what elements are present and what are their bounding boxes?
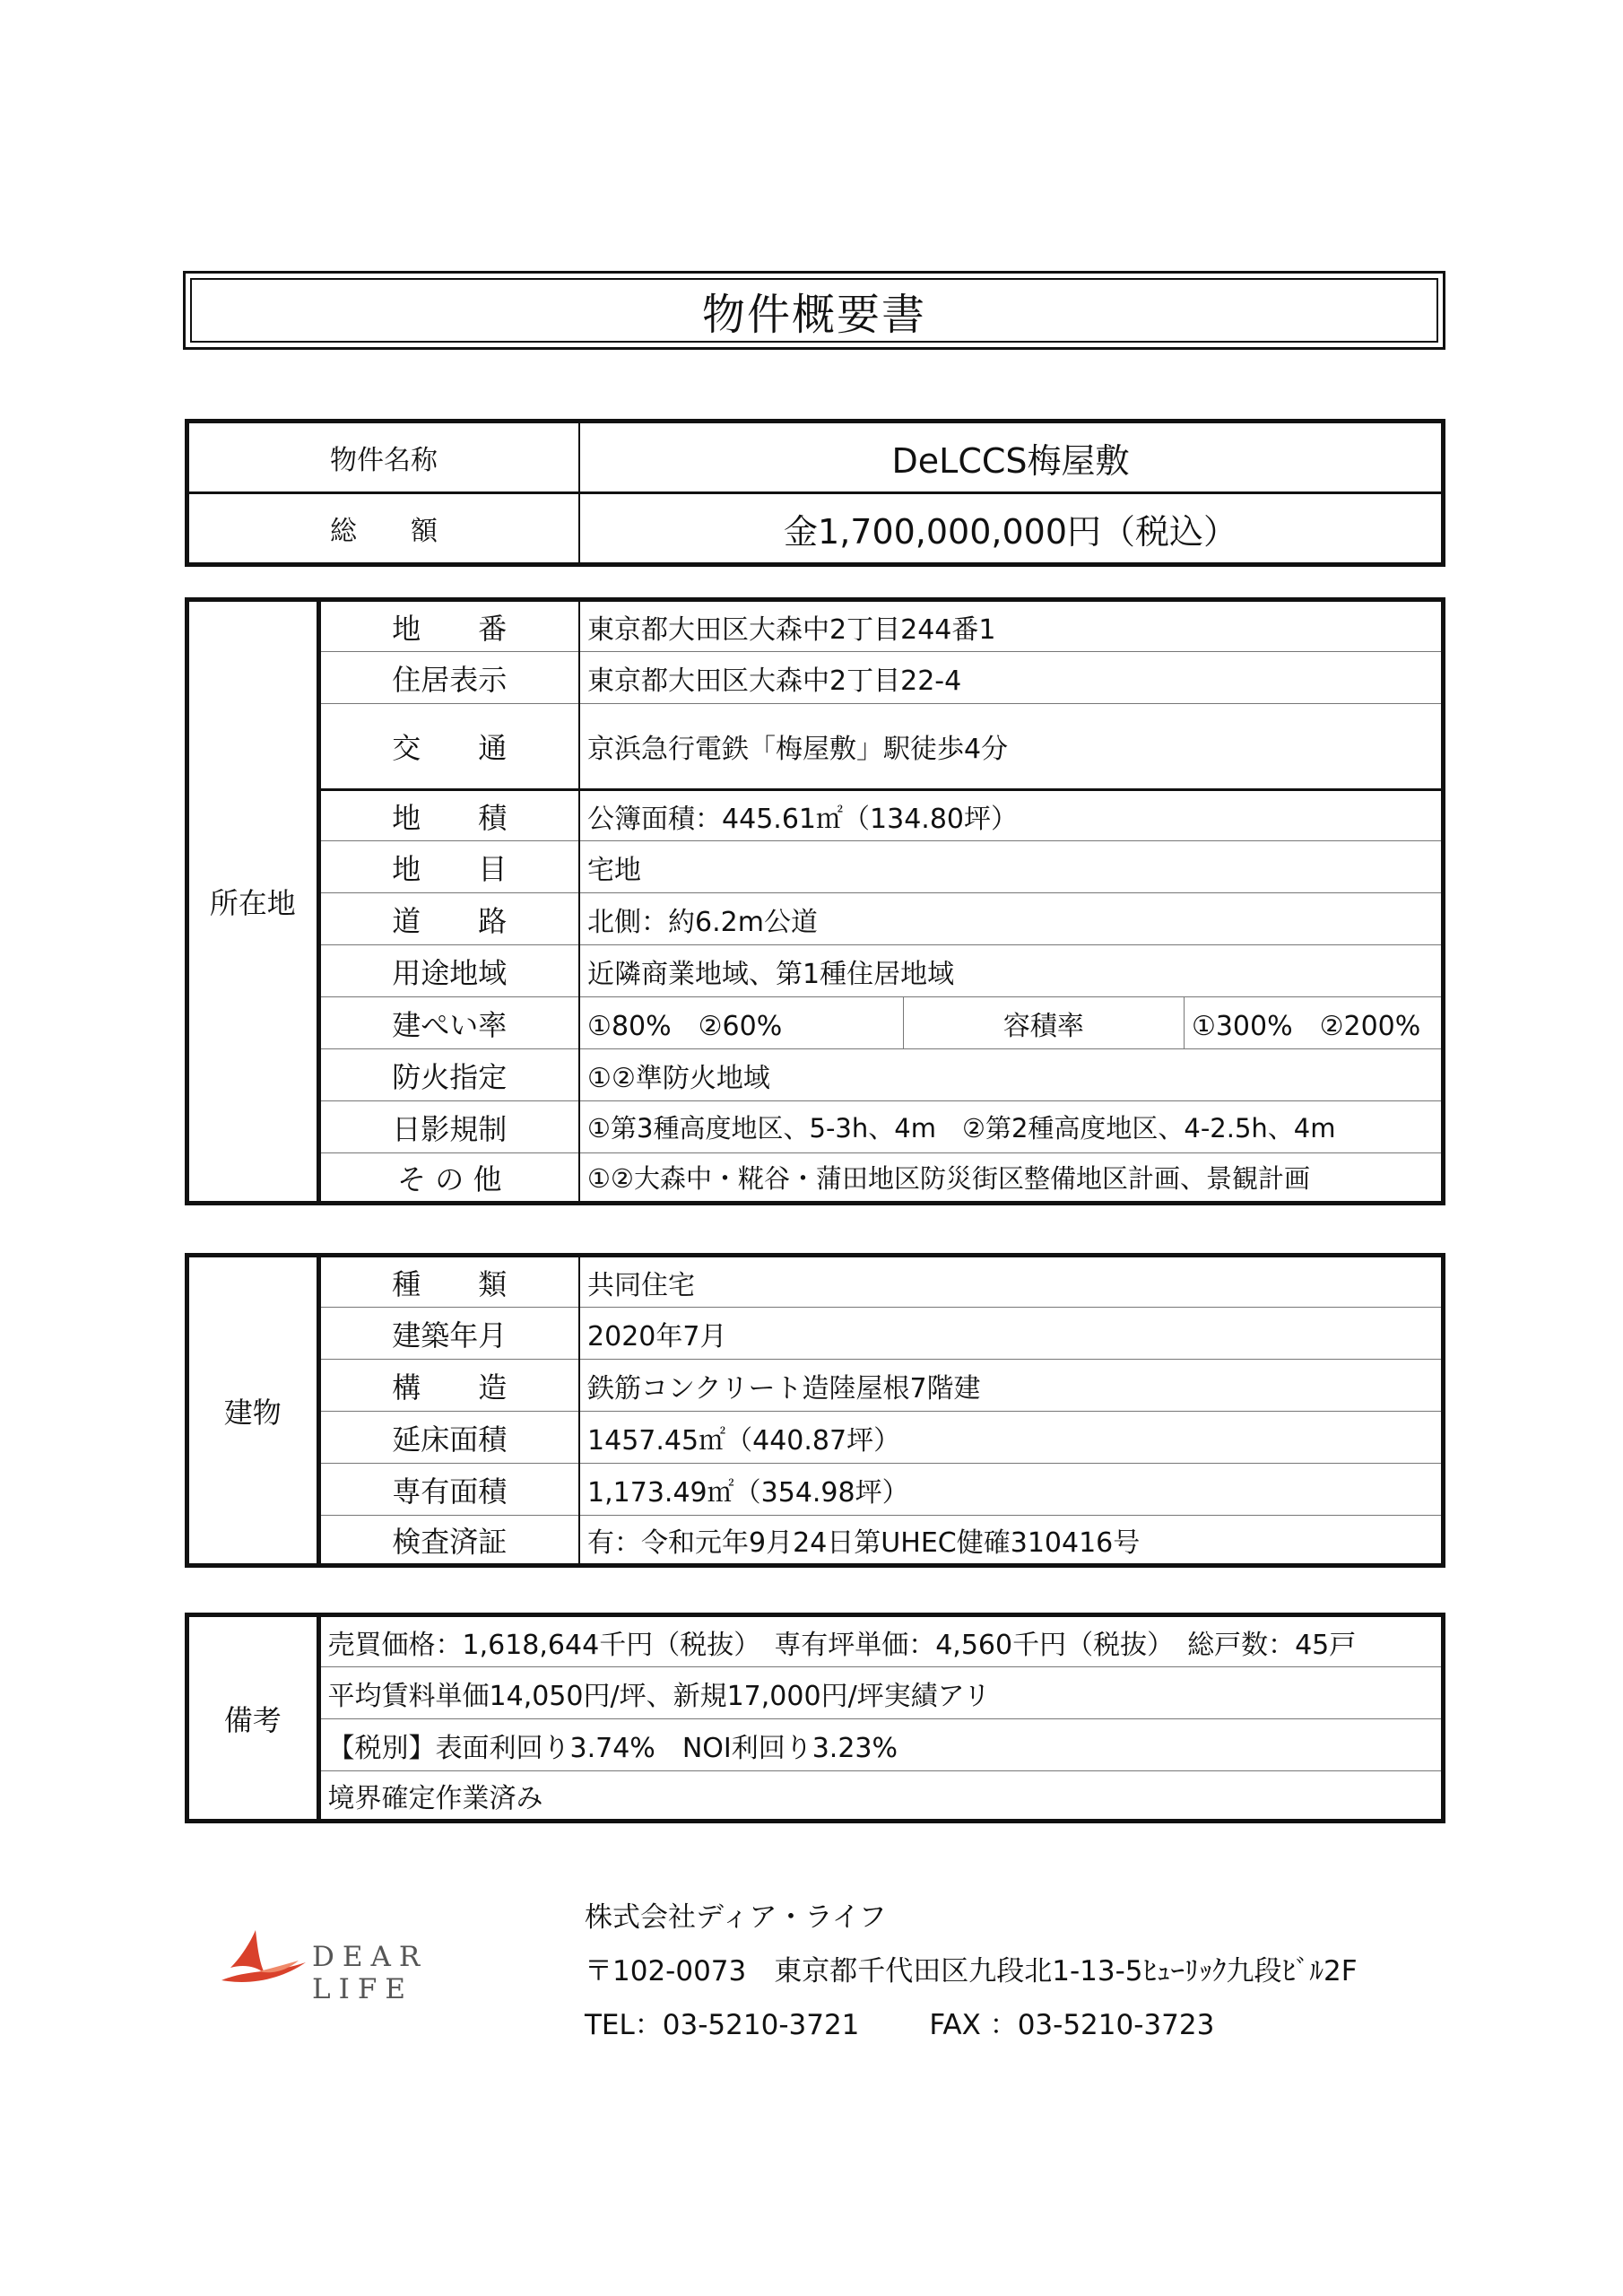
exclusive-area-label: 専有面積 — [318, 1464, 579, 1516]
fire-row — [187, 1049, 1444, 1101]
logo-text: DEAR LIFE — [312, 1941, 429, 2005]
structure-row — [187, 1360, 1444, 1412]
remark-row — [187, 1667, 1444, 1719]
property-name-value: DeLCCS梅屋敷 — [579, 422, 1443, 493]
remarks-group-label: 備考 — [187, 1615, 319, 1822]
other-label: そ の 他 — [318, 1153, 579, 1204]
inspection-value: 有：令和元年9月24日第UHEC健確310416号 — [579, 1516, 1443, 1566]
remark-row — [187, 1771, 1444, 1822]
company-contact — [585, 1998, 1358, 2052]
zoning-value: 近隣商業地域、第1種住居地域 — [579, 945, 1443, 997]
road-row — [187, 893, 1444, 945]
exclusive-area-row — [187, 1464, 1444, 1516]
lot-number-row — [187, 600, 1444, 652]
company-fax: FAX ：03-5210-3723 — [929, 2009, 1215, 2041]
remark-line: 境界確定作業済み — [318, 1771, 1443, 1822]
company-info — [585, 1891, 1358, 2052]
type-label: 種 類 — [318, 1256, 579, 1308]
location-table — [185, 597, 1445, 1205]
total-price-row — [187, 493, 1444, 565]
land-category-row — [187, 841, 1444, 893]
remark-row — [187, 1615, 1444, 1667]
remark-line: 平均賃料単価14,050円/坪、新規17,000円/坪実績アリ — [318, 1667, 1443, 1719]
shadow-value: ①第3種高度地区、5-3h、4m ②第2種高度地区、4-2.5h、4m — [579, 1101, 1443, 1153]
built-row — [187, 1308, 1444, 1360]
location-group-label: 所在地 — [187, 600, 319, 1204]
floor-area-ratio-label: 容積率 — [903, 997, 1184, 1049]
zoning-row — [187, 945, 1444, 997]
fire-value: ①②準防火地域 — [579, 1049, 1443, 1101]
transport-row — [187, 704, 1444, 790]
floor-area-ratio-value: ①300% ②200% — [1184, 997, 1443, 1049]
remarks-table — [185, 1613, 1445, 1823]
land-area-label: 地 積 — [318, 790, 579, 841]
building-table — [185, 1253, 1445, 1568]
structure-value: 鉄筋コンクリート造陸屋根7階建 — [579, 1360, 1443, 1412]
other-value: ①②大森中・糀谷・蒲田地区防災街区整備地区計画、景観計画 — [579, 1153, 1443, 1204]
lot-number-value: 東京都大田区大森中2丁目244番1 — [579, 600, 1443, 652]
type-value: 共同住宅 — [579, 1256, 1443, 1308]
address-row — [187, 652, 1444, 704]
remark-row — [187, 1719, 1444, 1771]
structure-label: 構 造 — [318, 1360, 579, 1412]
transport-label: 交 通 — [318, 704, 579, 790]
company-address: 〒102-0073 東京都千代田区九段北1-13-5ﾋｭｰﾘｯｸ九段ﾋﾞﾙ2F — [585, 1955, 1358, 1987]
transport-value: 京浜急行電鉄「梅屋敷」駅徒歩4分 — [579, 704, 1443, 790]
company-tel: TEL：03-5210-3721 — [585, 2009, 860, 2041]
summary-table — [185, 419, 1445, 567]
zoning-label: 用途地域 — [318, 945, 579, 997]
built-value: 2020年7月 — [579, 1308, 1443, 1360]
shadow-label: 日影規制 — [318, 1101, 579, 1153]
title-box — [183, 271, 1445, 350]
road-label: 道 路 — [318, 893, 579, 945]
land-area-value: 公簿面積：445.61㎡（134.80坪） — [579, 790, 1443, 841]
exclusive-area-value: 1,173.49㎡（354.98坪） — [579, 1464, 1443, 1516]
coverage-value: ①80% ②60% — [579, 997, 903, 1049]
logo-mark-icon — [220, 1926, 318, 1989]
floor-area-value: 1457.45㎡（440.87坪） — [579, 1412, 1443, 1464]
shadow-row — [187, 1101, 1444, 1153]
inspection-label: 検査済証 — [318, 1516, 579, 1566]
road-value: 北側：約6.2m公道 — [579, 893, 1443, 945]
property-name-row — [187, 422, 1444, 493]
other-row — [187, 1153, 1444, 1204]
property-name-label: 物件名称 — [187, 422, 580, 493]
land-category-label: 地 目 — [318, 841, 579, 893]
total-price-value: 金1,700,000,000円（税込） — [579, 493, 1443, 565]
remark-line: 売買価格：1,618,644千円（税抜） 専有坪単価：4,560千円（税抜） 総戸数：45戸 — [318, 1615, 1443, 1667]
floor-area-row — [187, 1412, 1444, 1464]
coverage-row — [187, 997, 1444, 1049]
page-title: 物件概要書 — [190, 278, 1438, 343]
lot-number-label: 地 番 — [318, 600, 579, 652]
dear-life-logo — [220, 1926, 525, 2005]
total-price-label: 総 額 — [187, 493, 580, 565]
company-name: 株式会社ディア・ライフ — [585, 1901, 887, 1934]
land-category-value: 宅地 — [579, 841, 1443, 893]
floor-area-label: 延床面積 — [318, 1412, 579, 1464]
inspection-row — [187, 1516, 1444, 1566]
fire-label: 防火指定 — [318, 1049, 579, 1101]
building-group-label: 建物 — [187, 1256, 319, 1566]
address-value: 東京都大田区大森中2丁目22-4 — [579, 652, 1443, 704]
remark-line: 【税別】表面利回り3.74% NOI利回り3.23% — [318, 1719, 1443, 1771]
coverage-label: 建ぺい率 — [318, 997, 579, 1049]
built-label: 建築年月 — [318, 1308, 579, 1360]
land-area-row — [187, 790, 1444, 841]
type-row — [187, 1256, 1444, 1308]
address-label: 住居表示 — [318, 652, 579, 704]
